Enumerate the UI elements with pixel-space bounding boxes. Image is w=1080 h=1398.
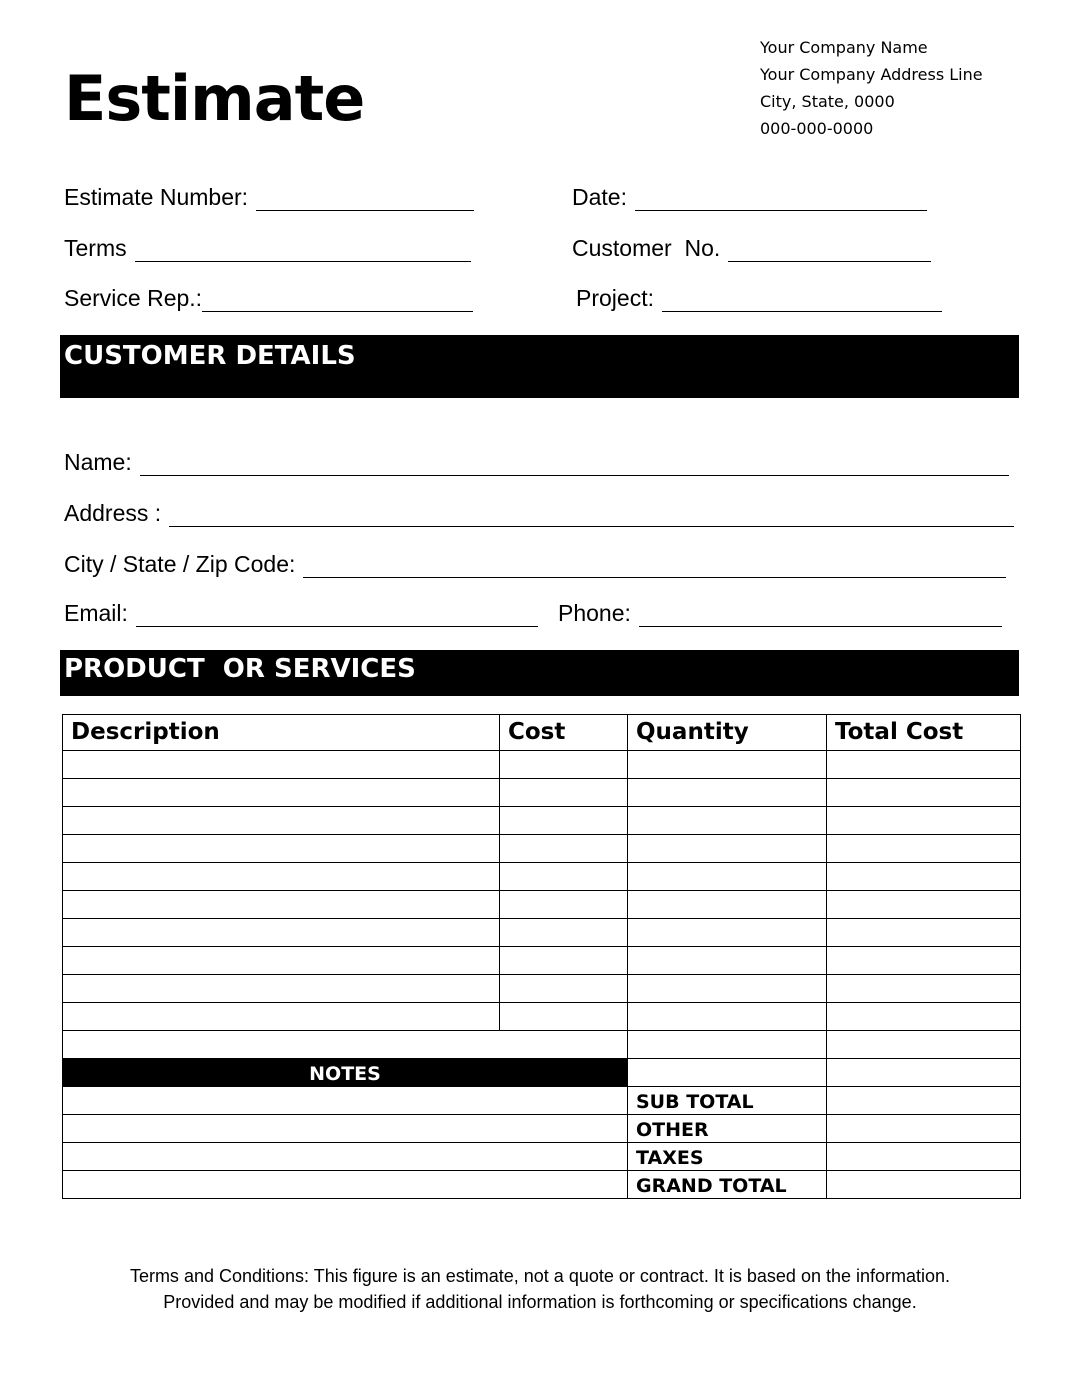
customer-phone-label: Phone: bbox=[558, 600, 631, 626]
total-cost-cell[interactable] bbox=[827, 1003, 1021, 1031]
notes-line[interactable] bbox=[63, 1143, 628, 1171]
customer-name-line[interactable] bbox=[140, 474, 1009, 476]
company-city: City, State, 0000 bbox=[760, 92, 895, 111]
customer-address-field[interactable] bbox=[64, 502, 1014, 527]
description-cell[interactable] bbox=[63, 807, 500, 835]
quantity-cell[interactable] bbox=[628, 779, 827, 807]
products-heading: PRODUCT OR SERVICES bbox=[60, 650, 1019, 696]
customer-details-heading: CUSTOMER DETAILS bbox=[60, 335, 1019, 398]
table-row bbox=[63, 891, 1021, 919]
summary-label-cell bbox=[628, 1031, 827, 1059]
estimate-number-line[interactable] bbox=[256, 209, 474, 211]
table-header-row bbox=[63, 715, 1021, 751]
cost-cell[interactable] bbox=[500, 863, 628, 891]
quantity-cell[interactable] bbox=[628, 947, 827, 975]
total-cost-cell[interactable] bbox=[827, 919, 1021, 947]
customer-no-field[interactable] bbox=[572, 237, 931, 262]
description-cell[interactable] bbox=[63, 975, 500, 1003]
summary-label-cell bbox=[628, 1059, 827, 1087]
description-cell[interactable] bbox=[63, 1003, 500, 1031]
column-header-cost: Cost bbox=[500, 715, 628, 751]
cost-cell[interactable] bbox=[500, 947, 628, 975]
notes-line[interactable] bbox=[63, 1171, 628, 1199]
quantity-cell[interactable] bbox=[628, 835, 827, 863]
date-line[interactable] bbox=[635, 209, 927, 211]
customer-address-label: Address : bbox=[64, 500, 162, 526]
taxes-value[interactable] bbox=[827, 1143, 1021, 1171]
grand-total-value[interactable] bbox=[827, 1171, 1021, 1199]
total-cost-cell[interactable] bbox=[827, 975, 1021, 1003]
table-row bbox=[63, 1031, 1021, 1059]
service-rep-label: Service Rep.: bbox=[64, 285, 203, 311]
description-cell[interactable] bbox=[63, 947, 500, 975]
taxes-label: TAXES bbox=[628, 1143, 827, 1171]
notes-line[interactable] bbox=[63, 1115, 628, 1143]
table-row bbox=[63, 751, 1021, 779]
cost-cell[interactable] bbox=[500, 919, 628, 947]
quantity-cell[interactable] bbox=[628, 807, 827, 835]
customer-email-field[interactable] bbox=[64, 602, 538, 627]
notes-area-cell[interactable] bbox=[63, 1031, 628, 1059]
estimate-number-label: Estimate Number: bbox=[64, 184, 249, 210]
company-phone: 000-000-0000 bbox=[760, 119, 874, 138]
description-cell[interactable] bbox=[63, 863, 500, 891]
grand-total-row bbox=[63, 1171, 1021, 1199]
table-row bbox=[63, 1003, 1021, 1031]
table-row bbox=[63, 975, 1021, 1003]
column-header-description: Description bbox=[63, 715, 500, 751]
cost-cell[interactable] bbox=[500, 779, 628, 807]
quantity-cell[interactable] bbox=[628, 1003, 827, 1031]
service-rep-field[interactable] bbox=[64, 287, 473, 312]
terms-line-1: Terms and Conditions: This figure is an estimate, not a quote or contract. It is based on the information. bbox=[129, 1266, 951, 1286]
total-cost-cell[interactable] bbox=[827, 807, 1021, 835]
total-cost-cell[interactable] bbox=[827, 947, 1021, 975]
terms-line[interactable] bbox=[135, 260, 471, 262]
notes-row bbox=[63, 1059, 1021, 1087]
customer-city-line[interactable] bbox=[303, 576, 1006, 578]
company-info bbox=[760, 34, 983, 142]
table-row bbox=[63, 947, 1021, 975]
total-cost-cell[interactable] bbox=[827, 751, 1021, 779]
terms-line-2: Provided and may be modified if additional information is forthcoming or specifications change. bbox=[163, 1292, 917, 1312]
description-cell[interactable] bbox=[63, 919, 500, 947]
summary-value-cell[interactable] bbox=[827, 1031, 1021, 1059]
column-header-quantity: Quantity bbox=[628, 715, 827, 751]
sub-total-label: SUB TOTAL bbox=[628, 1087, 827, 1115]
description-cell[interactable] bbox=[63, 779, 500, 807]
cost-cell[interactable] bbox=[500, 751, 628, 779]
company-name: Your Company Name bbox=[760, 38, 928, 57]
customer-city-field[interactable] bbox=[64, 553, 1006, 578]
other-value[interactable] bbox=[827, 1115, 1021, 1143]
quantity-cell[interactable] bbox=[628, 891, 827, 919]
cost-cell[interactable] bbox=[500, 891, 628, 919]
total-cost-cell[interactable] bbox=[827, 863, 1021, 891]
quantity-cell[interactable] bbox=[628, 751, 827, 779]
other-row bbox=[63, 1115, 1021, 1143]
customer-email-label: Email: bbox=[64, 600, 128, 626]
table-row bbox=[63, 807, 1021, 835]
total-cost-cell[interactable] bbox=[827, 891, 1021, 919]
quantity-cell[interactable] bbox=[628, 919, 827, 947]
project-field[interactable] bbox=[576, 287, 942, 312]
terms-field[interactable] bbox=[64, 237, 471, 262]
quantity-cell[interactable] bbox=[628, 975, 827, 1003]
customer-no-line[interactable] bbox=[728, 260, 931, 262]
terms-and-conditions bbox=[0, 1263, 1080, 1315]
description-cell[interactable] bbox=[63, 891, 500, 919]
table-row bbox=[63, 835, 1021, 863]
taxes-row bbox=[63, 1143, 1021, 1171]
customer-address-line[interactable] bbox=[169, 525, 1014, 527]
grand-total-label: GRAND TOTAL bbox=[628, 1171, 827, 1199]
cost-cell[interactable] bbox=[500, 1003, 628, 1031]
customer-phone-line[interactable] bbox=[639, 625, 1002, 627]
description-cell[interactable] bbox=[63, 835, 500, 863]
quantity-cell[interactable] bbox=[628, 863, 827, 891]
estimate-number-field[interactable] bbox=[64, 186, 474, 211]
cost-cell[interactable] bbox=[500, 835, 628, 863]
total-cost-cell[interactable] bbox=[827, 835, 1021, 863]
notes-line[interactable] bbox=[63, 1087, 628, 1115]
other-label: OTHER bbox=[628, 1115, 827, 1143]
date-field[interactable] bbox=[572, 186, 927, 211]
table-row bbox=[63, 919, 1021, 947]
description-cell[interactable] bbox=[63, 751, 500, 779]
customer-no-label: Customer No. bbox=[572, 235, 721, 261]
sub-total-value[interactable] bbox=[827, 1087, 1021, 1115]
customer-email-line[interactable] bbox=[136, 625, 538, 627]
terms-label: Terms bbox=[64, 235, 127, 261]
cost-cell[interactable] bbox=[500, 975, 628, 1003]
items-table bbox=[62, 714, 1021, 1199]
customer-city-label: City / State / Zip Code: bbox=[64, 551, 296, 577]
customer-name-label: Name: bbox=[64, 449, 132, 475]
customer-name-field[interactable] bbox=[64, 451, 1009, 476]
service-rep-line[interactable] bbox=[202, 310, 473, 312]
project-label: Project: bbox=[576, 285, 654, 311]
column-header-total-cost: Total Cost bbox=[827, 715, 1021, 751]
notes-heading: NOTES bbox=[63, 1059, 628, 1087]
customer-phone-field[interactable] bbox=[558, 602, 1002, 627]
total-cost-cell[interactable] bbox=[827, 779, 1021, 807]
summary-value-cell[interactable] bbox=[827, 1059, 1021, 1087]
subtotal-row bbox=[63, 1087, 1021, 1115]
cost-cell[interactable] bbox=[500, 807, 628, 835]
page-title: Estimate bbox=[64, 62, 365, 135]
table-row bbox=[63, 863, 1021, 891]
date-label: Date: bbox=[572, 184, 627, 210]
table-row bbox=[63, 779, 1021, 807]
project-line[interactable] bbox=[662, 310, 942, 312]
company-address: Your Company Address Line bbox=[760, 65, 983, 84]
